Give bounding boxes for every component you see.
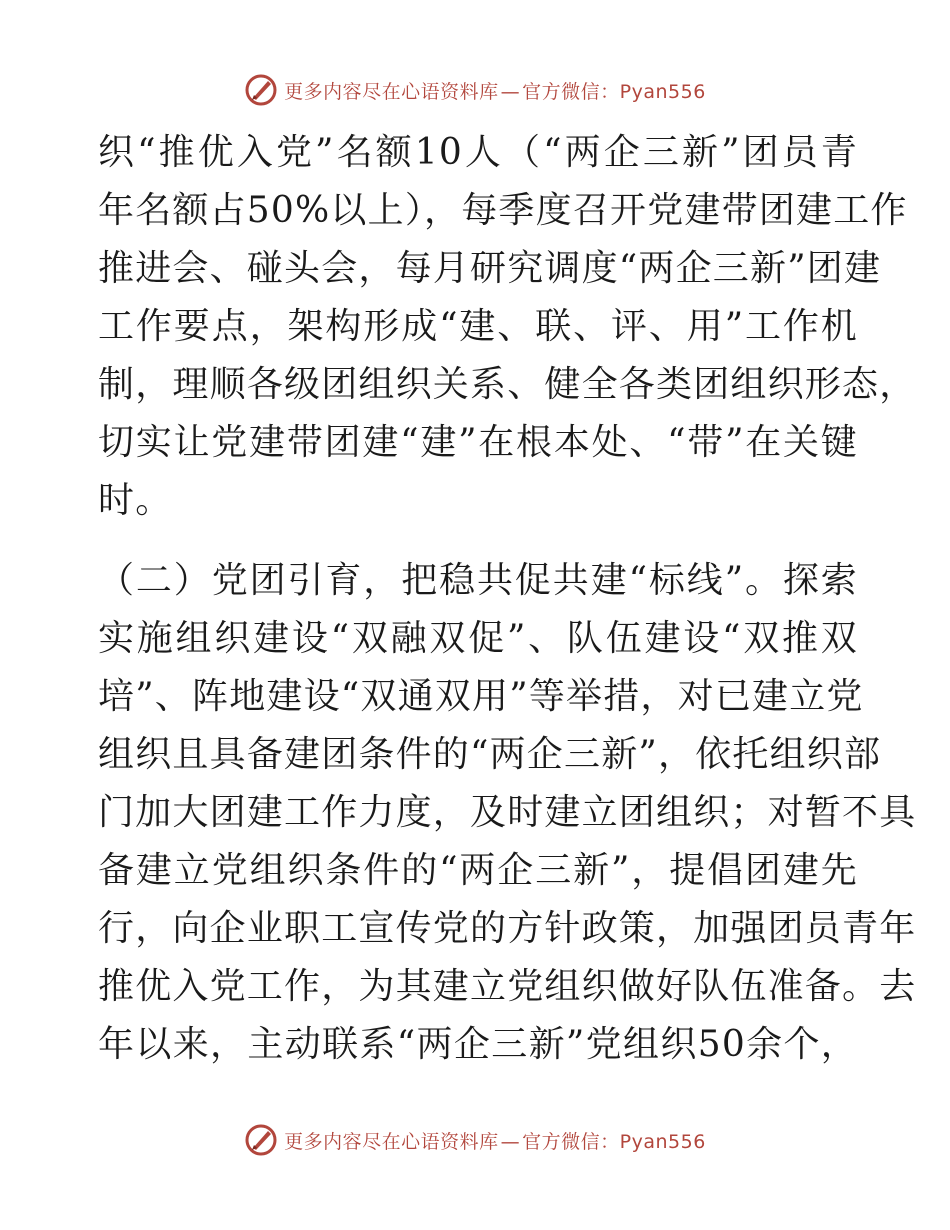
text-line: 制，理顺各级团组织关系、健全各类团组织形态， (98, 364, 917, 405)
text-line: 切实让党建带团建“建”在根本处、“带”在关键 (98, 422, 858, 463)
watermark-text (284, 77, 706, 104)
text-line: 门加大团建工作力度，及时建立团组织；对暂不具 (98, 792, 917, 833)
text-line: 备建立党组织条件的“两企三新”，提倡团建先 (98, 850, 858, 891)
quill-logo-icon (244, 73, 278, 107)
text-line: （二）党团引育，把稳共促共建“标线”。探索 (98, 560, 858, 601)
quill-logo-icon (244, 1123, 278, 1157)
watermark-wechat: 官方微信：Pyan556 (522, 1130, 706, 1153)
text-line: 组织且具备建团条件的“两企三新”，依托组织部 (98, 734, 882, 775)
watermark-wechat: 官方微信：Pyan556 (522, 80, 706, 103)
watermark-site: 更多内容尽在心语资料库 (284, 80, 499, 103)
text-line: 年以来，主动联系“两企三新”党组织50余个， (98, 1024, 858, 1065)
watermark-site: 更多内容尽在心语资料库 (284, 1130, 499, 1153)
text-line: 时。 (98, 480, 173, 521)
watermark-separator: — (500, 80, 521, 103)
watermark-text (284, 1127, 706, 1154)
text-line: 培”、阵地建设“双通双用”等举措，对已建立党 (98, 676, 864, 717)
paragraph-2 (98, 552, 917, 1074)
footer-watermark (0, 1120, 950, 1160)
header-watermark (0, 70, 950, 110)
text-line: 推进会、碰头会，每月研究调度“两企三新”团建 (98, 248, 882, 289)
text-line: 推优入党工作，为其建立党组织做好队伍准备。去 (98, 966, 917, 1007)
document-body (98, 124, 917, 1074)
paragraph-gap (98, 530, 858, 552)
watermark-separator: — (500, 1130, 521, 1153)
text-line: 年名额占50%以上），每季度召开党建带团建工作 (98, 190, 908, 231)
text-line: 工作要点，架构形成“建、联、评、用”工作机 (98, 306, 858, 347)
text-line: 织“推优入党”名额10人（“两企三新”团员青 (98, 132, 858, 173)
text-line: 行，向企业职工宣传党的方针政策，加强团员青年 (98, 908, 917, 949)
paragraph-1 (98, 124, 917, 530)
text-line: 实施组织建设“双融双促”、队伍建设“双推双 (98, 618, 858, 659)
